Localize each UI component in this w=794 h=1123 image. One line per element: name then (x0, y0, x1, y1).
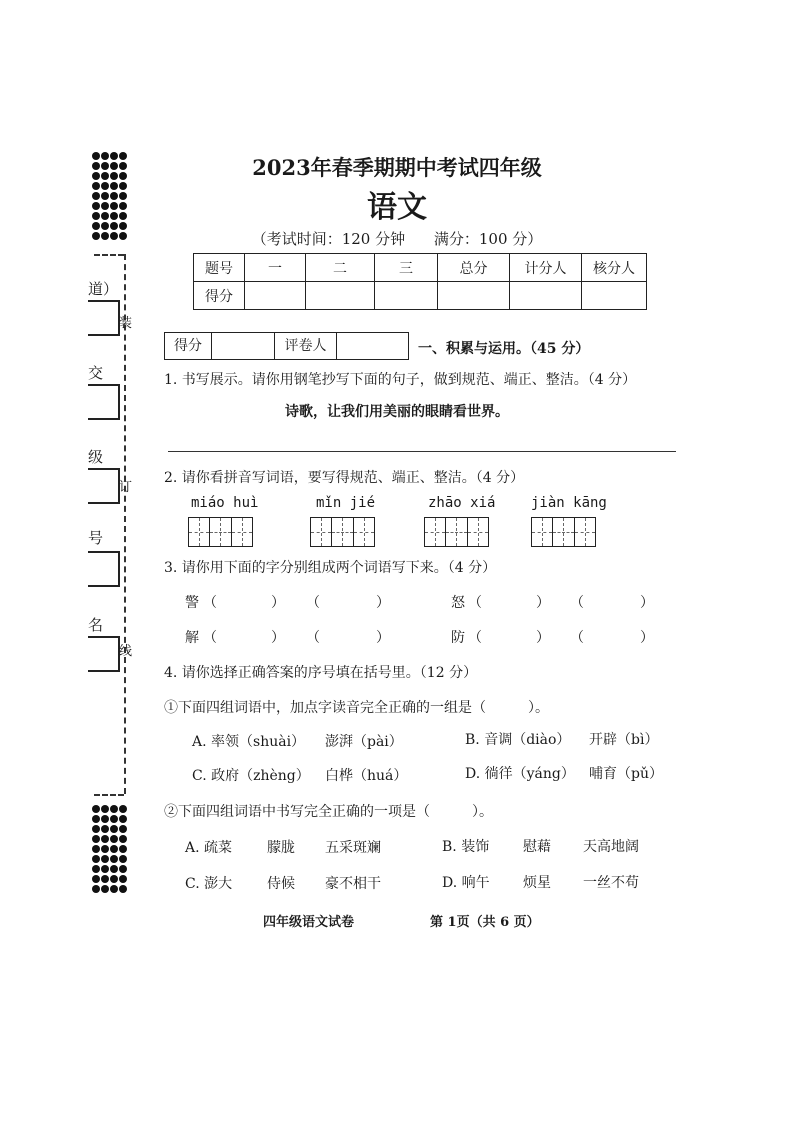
score-header-cell: 二 (306, 254, 375, 282)
q4-sub2-word: 朦胧 (267, 840, 295, 856)
q4-sub1-option-b1[interactable]: B. 音调（diào） (465, 732, 571, 748)
binding-dot (92, 875, 100, 883)
binding-dot (119, 835, 127, 843)
binding-dot (101, 815, 109, 823)
q4-sub1-option-c1[interactable]: C. 政府（zhèng） (192, 768, 310, 784)
q3-answer-paren[interactable]: （ ） (468, 630, 550, 646)
exam-meta (0, 228, 794, 249)
binding-box-5[interactable] (88, 636, 120, 672)
binding-box-4[interactable] (88, 551, 120, 587)
q4-sub2-option-a[interactable]: A. 疏菜 (185, 840, 233, 856)
subject-title: 语文 (367, 190, 427, 225)
score-table (193, 253, 647, 310)
binding-line-bottom (94, 794, 124, 796)
q4-prompt: 4. 请你选择正确答案的序号填在括号里。（12 分） (164, 665, 478, 681)
q1-writing-line[interactable] (168, 451, 676, 452)
score-row-label: 得分 (194, 282, 245, 310)
binding-char-ding: 订 (119, 480, 133, 495)
binding-dot (110, 855, 118, 863)
section-heading: 一、积累与运用。（45 分） (418, 341, 590, 357)
q4-sub2-word: 五采斑斓 (325, 840, 381, 856)
q4-sub2-prompt: ②下面四组词语中书写完全正确的一项是（ ）。 (164, 804, 493, 820)
binding-box-1[interactable] (88, 300, 120, 336)
binding-dot (101, 845, 109, 853)
binding-dot (110, 845, 118, 853)
q2-writing-grid-3[interactable] (424, 517, 489, 547)
section-score-label: 得分 (164, 332, 212, 360)
q4-sub2-word: 豪不相干 (325, 876, 381, 892)
q2-pinyin-2: mǐn jié (316, 495, 376, 511)
binding-dot (119, 875, 127, 883)
binding-dot (92, 805, 100, 813)
binding-dot (110, 885, 118, 893)
q3-char-jing: 警 (185, 595, 199, 611)
footer-paper-name: 四年级语文试卷 (263, 915, 355, 930)
binding-box-3[interactable] (88, 468, 120, 504)
q3-answer-paren[interactable]: （ ） (570, 630, 654, 646)
q4-sub2-word: 一丝不苟 (583, 875, 639, 891)
q4-sub1-option-a1[interactable]: A. 率领（shuài） (192, 734, 306, 750)
binding-dot (92, 825, 100, 833)
q2-pinyin-4: jiàn kāng (531, 495, 607, 511)
binding-dot (101, 805, 109, 813)
section-score-box[interactable] (211, 332, 275, 360)
section-grader-box[interactable] (336, 332, 409, 360)
q4-sub1-option-d1[interactable]: D. 徜徉（yáng） (465, 766, 575, 782)
q4-sub1-option-a2: 澎湃（pài） (325, 734, 403, 750)
binding-dot (119, 865, 127, 873)
binding-dot (101, 855, 109, 863)
binding-label-1: 交 (88, 364, 104, 382)
q4-sub2-word: 烦星 (523, 875, 551, 891)
binding-dot (92, 845, 100, 853)
exam-time: （考试时间：120 分钟 (251, 230, 406, 248)
binding-dot (119, 855, 127, 863)
binding-dot (119, 805, 127, 813)
binding-dot (119, 885, 127, 893)
score-header-cell: 总分 (438, 254, 510, 282)
binding-dot (92, 865, 100, 873)
binding-dot (101, 865, 109, 873)
score-cell[interactable] (306, 282, 375, 310)
binding-dots-bottom (92, 805, 128, 893)
binding-char-xian: 线 (119, 644, 133, 659)
exam-title: 2023年春季期期中考试四年级 (252, 155, 542, 180)
q4-sub2-option-d[interactable]: D. 响午 (442, 875, 490, 891)
q4-sub1-option-b2: 开辟（bì） (589, 732, 659, 748)
binding-label-2: 级 (88, 448, 104, 466)
full-score: 满分：100 分） (433, 230, 543, 248)
q4-sub1-option-d2: 哺育（pǔ） (589, 766, 663, 782)
q2-pinyin-3: zhāo xiá (428, 495, 496, 511)
binding-dot (110, 825, 118, 833)
binding-dot (101, 885, 109, 893)
binding-dot (101, 835, 109, 843)
q3-answer-paren[interactable]: （ ） (306, 595, 390, 611)
score-cell[interactable] (582, 282, 647, 310)
q3-char-jie: 解 (185, 630, 199, 646)
footer-page-number: 第 1页（共 6 页） (430, 915, 540, 930)
q3-answer-paren[interactable]: （ ） (570, 595, 654, 611)
binding-line-top (94, 254, 124, 256)
q2-prompt: 2. 请你看拼音写词语，要写得规范、端正、整洁。（4 分） (164, 470, 525, 486)
q4-sub2-option-c[interactable]: C. 澎大 (185, 876, 233, 892)
score-header-cell: 计分人 (510, 254, 582, 282)
q4-sub2-option-b[interactable]: B. 装饰 (442, 839, 490, 855)
binding-dot (110, 835, 118, 843)
q4-sub2-word: 天高地阔 (583, 839, 639, 855)
q3-answer-paren[interactable]: （ ） (468, 595, 550, 611)
binding-dot (119, 845, 127, 853)
score-header-cell: 核分人 (582, 254, 647, 282)
binding-dot (92, 815, 100, 823)
binding-dot (92, 855, 100, 863)
binding-dot (110, 805, 118, 813)
q3-char-nu: 怒 (451, 595, 465, 611)
score-header-cell: 一 (245, 254, 306, 282)
q3-answer-paren[interactable]: （ ） (306, 630, 390, 646)
binding-label-4: 名 (88, 616, 104, 634)
score-table-score-row (194, 282, 647, 310)
q3-answer-paren[interactable]: （ ） (203, 595, 285, 611)
section-grader-label: 评卷人 (274, 332, 337, 360)
q2-writing-grid-4[interactable] (531, 517, 596, 547)
binding-dot (92, 885, 100, 893)
binding-dot (119, 815, 127, 823)
score-header-cell: 题号 (194, 254, 245, 282)
q2-writing-grid-2[interactable] (310, 517, 375, 547)
score-cell[interactable] (375, 282, 438, 310)
q1-prompt: 1. 书写展示。请你用钢笔抄写下面的句子，做到规范、端正、整洁。（4 分） (164, 372, 637, 388)
q4-sub2-word: 慰藉 (523, 839, 551, 855)
binding-line (124, 254, 126, 794)
score-header-cell: 三 (375, 254, 438, 282)
q1-sentence: 诗歌，让我们用美丽的眼睛看世界。 (285, 404, 509, 420)
score-cell[interactable] (438, 282, 510, 310)
binding-dot (101, 825, 109, 833)
binding-label-top: 道） (88, 280, 119, 298)
q4-sub1-option-c2: 白桦（huá） (325, 768, 408, 784)
q3-char-fang: 防 (451, 630, 465, 646)
binding-dot (110, 815, 118, 823)
q3-prompt: 3. 请你用下面的字分别组成两个词语写下来。（4 分） (164, 560, 497, 576)
binding-dot (110, 875, 118, 883)
score-cell[interactable] (510, 282, 582, 310)
q2-pinyin-1: miáo huì (191, 495, 259, 511)
q2-writing-grid-1[interactable] (188, 517, 253, 547)
binding-dot (119, 825, 127, 833)
q4-sub2-word: 侍候 (267, 876, 295, 892)
q3-answer-paren[interactable]: （ ） (203, 630, 285, 646)
binding-char-zhuang: 装 (119, 316, 133, 331)
q4-sub1-prompt: ①下面四组词语中，加点字读音完全正确的一组是（ ）。 (164, 700, 549, 716)
score-table-header-row (194, 254, 647, 282)
score-cell[interactable] (245, 282, 306, 310)
binding-dot (110, 865, 118, 873)
binding-dot (101, 875, 109, 883)
binding-dot (92, 835, 100, 843)
binding-label-3: 号 (88, 529, 104, 547)
